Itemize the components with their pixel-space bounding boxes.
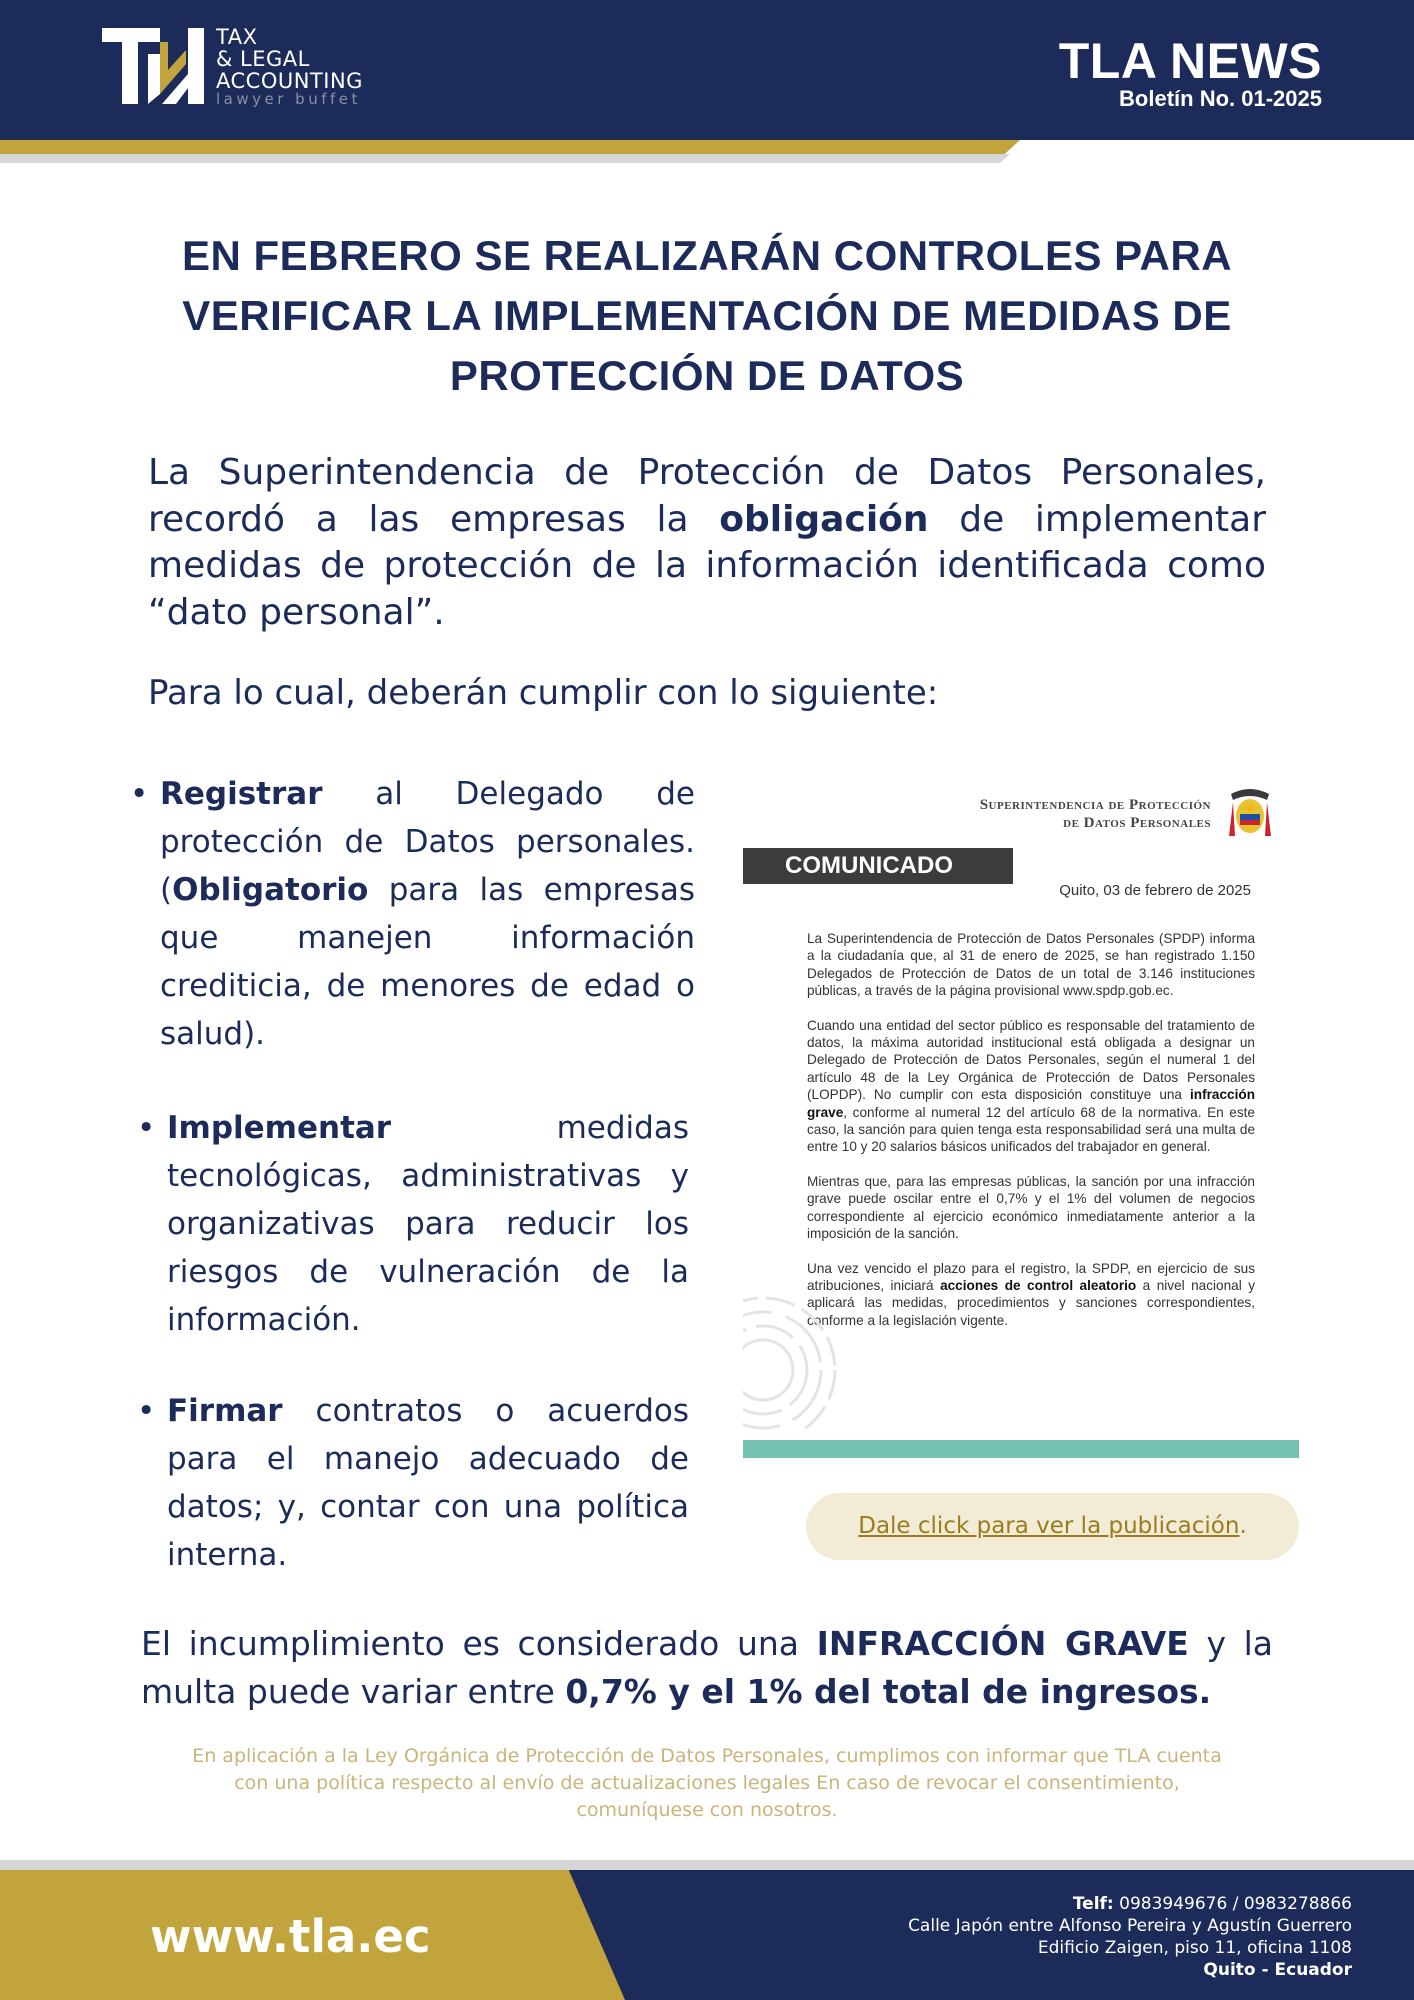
header-grey-stripe bbox=[0, 154, 1010, 163]
bullet-dot: • bbox=[137, 1110, 156, 1146]
bullet-keyword-obligatorio: Obligatorio bbox=[172, 872, 369, 908]
conclusion-paragraph bbox=[141, 1620, 1273, 1716]
bullet-text: contratos o acuerdos para el manejo adecuado de datos; y, contar con una política interna. bbox=[167, 1393, 689, 1573]
intro-bold: obligación bbox=[719, 498, 929, 540]
conclusion-text-mid: y la multa puede variar entre bbox=[141, 1624, 1273, 1711]
page-title bbox=[110, 226, 1304, 406]
communique-org bbox=[980, 796, 1211, 832]
list-item-firmar bbox=[137, 1387, 689, 1579]
phone-numbers: 0983949676 / 0983278866 bbox=[1113, 1894, 1352, 1914]
publication-link[interactable]: Dale click para ver la publicación bbox=[858, 1513, 1240, 1539]
disclaimer-line-1: En aplicación a la Ley Orgánica de Protección de Datos Personales, cumplimos con informar que TLA cuenta bbox=[192, 1745, 1222, 1767]
tla-logo[interactable] bbox=[100, 24, 380, 108]
logo-line-legal: & LEGAL bbox=[216, 47, 310, 71]
intro-text-end: de implementar medidas de protección de la información identificada como “dato personal”. bbox=[148, 498, 1266, 633]
disclaimer-line-2: con una política respecto al envío de actualizaciones legales En caso de revocar el consentimiento, bbox=[234, 1772, 1180, 1794]
list-item-registrar bbox=[130, 770, 695, 1058]
bullet-keyword: Registrar bbox=[160, 776, 323, 812]
communique-text: a nivel nacional y aplicará las medidas, procedimientos y sanciones correspondientes, conforme a la legislación vigente. bbox=[807, 1277, 1256, 1328]
list-item-implementar bbox=[137, 1104, 689, 1344]
conclusion-bold-infraccion: INFRACCIÓN GRAVE bbox=[816, 1624, 1189, 1663]
communique-paragraph-4 bbox=[807, 1260, 1255, 1330]
communique-badge: COMUNICADO bbox=[743, 848, 1013, 884]
decorative-rings-icon bbox=[743, 1280, 873, 1430]
lead-text: Para lo cual, deberán cumplir con lo siguiente: bbox=[148, 673, 939, 713]
communique-image[interactable] bbox=[743, 780, 1299, 1460]
communique-text: Cuando una entidad del sector público es responsable del tratamiento de datos, la máxima autoridad institucional está obligada a designar un Delegado de Protección de Datos Personales, según el numeral 1 del artículo 48 de la Ley Orgánica de Protección de Datos Personales (LOPDP). No cumplir con esta disposición constituye una bbox=[807, 1017, 1255, 1103]
footer-city-text: Quito - Ecuador bbox=[1203, 1960, 1352, 1980]
footer-address-1: Calle Japón entre Alfonso Pereira y Agustín Guerrero bbox=[908, 1916, 1352, 1936]
communique-bold: infracción grave bbox=[807, 1087, 1255, 1120]
logo-line-accounting: ACCOUNTING bbox=[216, 69, 363, 93]
conclusion-text: El incumplimiento es considerado una bbox=[141, 1624, 817, 1663]
communique-paragraph-2 bbox=[807, 1017, 1255, 1156]
website-link[interactable]: www.tla.ec bbox=[150, 1910, 431, 1963]
communique-accent-bar bbox=[743, 1440, 1299, 1458]
communique-body bbox=[807, 930, 1255, 1346]
headline-line-1: EN FEBRERO SE REALIZARÁN CONTROLES PARA bbox=[181, 232, 1233, 279]
bullet-keyword: Firmar bbox=[167, 1393, 283, 1429]
bullet-text: medidas tecnológicas, administrativas y organizativas para reducir los riesgos de vulneración de la información. bbox=[167, 1110, 689, 1338]
headline-line-2: VERIFICAR LA IMPLEMENTACIÓN DE MEDIDAS DE bbox=[182, 292, 1232, 339]
bullet-dot: • bbox=[137, 1393, 156, 1429]
conclusion-bold-fine: 0,7% y el 1% del total de ingresos. bbox=[565, 1672, 1212, 1711]
headline-line-3: PROTECCIÓN DE DATOS bbox=[449, 352, 965, 399]
ecuador-coat-of-arms-icon bbox=[1227, 784, 1273, 840]
bullet-keyword: Implementar bbox=[167, 1110, 392, 1146]
footer-divider bbox=[0, 1860, 1414, 1870]
bullet-text: al Delegado de protección de Datos personales. ( bbox=[160, 776, 695, 908]
logo-tagline: lawyer buffet bbox=[216, 90, 361, 108]
newsletter-title: TLA NEWS bbox=[1058, 33, 1322, 89]
communique-text: , conforme al numeral 12 del artículo 68 de la normativa. En este caso, la sanción para quien tenga esta responsabilidad será una multa de entre 10 y 20 salarios básicos unificados del trabajador en general. bbox=[807, 1104, 1255, 1155]
footer-address-2: Edificio Zaigen, piso 11, oficina 1108 bbox=[1037, 1938, 1352, 1958]
tla-logo-icon bbox=[100, 24, 208, 108]
privacy-disclaimer bbox=[150, 1743, 1264, 1824]
header-gold-stripe bbox=[0, 140, 1020, 154]
intro-paragraph bbox=[148, 450, 1266, 636]
footer-contact bbox=[908, 1893, 1352, 1981]
communique-text: Una vez vencido el plazo para el registro, la SPDP, en ejercicio de sus atribuciones, iniciará bbox=[807, 1260, 1255, 1293]
bullet-dot: • bbox=[130, 776, 149, 812]
communique-bold: acciones de control aleatorio bbox=[940, 1277, 1137, 1293]
communique-org-line-1: Superintendencia de Protección bbox=[979, 797, 1211, 813]
publication-link-button[interactable] bbox=[806, 1493, 1299, 1560]
communique-org-line-2: de Datos Personales bbox=[1063, 815, 1211, 831]
intro-text: La Superintendencia de Protección de Datos Personales, recordó a las empresas la bbox=[148, 452, 1266, 540]
phone-label: Telf: bbox=[1072, 1894, 1114, 1914]
bulletin-number: Boletín No. 01-2025 bbox=[1119, 86, 1322, 111]
disclaimer-line-3: comuníquese con nosotros. bbox=[576, 1799, 838, 1821]
publication-link-suffix: . bbox=[1239, 1513, 1247, 1539]
footer-phone bbox=[908, 1893, 1352, 1915]
communique-paragraph-1: La Superintendencia de Protección de Datos Personales (SPDP) informa a la ciudadanía que, al 31 de enero de 2025, se han registrado 1.150 Delegados de Protección de Datos de un total de 3.146 instituciones públicas, a través de la página provisional www.spdp.gob.ec. bbox=[807, 931, 1255, 999]
logo-line-tax: TAX bbox=[216, 25, 258, 49]
bullet-text-end: para las empresas que manejen información crediticia, de menores de edad o salud). bbox=[160, 872, 695, 1052]
communique-paragraph-3: Mientras que, para las empresas públicas, la sanción por una infracción grave puede oscilar entre el 0,7% y el 1% del volumen de negocios correspondiente al ejercicio económico inmediatamente anterior a la imposición de la sanción. bbox=[807, 1173, 1255, 1242]
footer-city bbox=[908, 1959, 1352, 1981]
communique-date: Quito, 03 de febrero de 2025 bbox=[1059, 882, 1251, 899]
